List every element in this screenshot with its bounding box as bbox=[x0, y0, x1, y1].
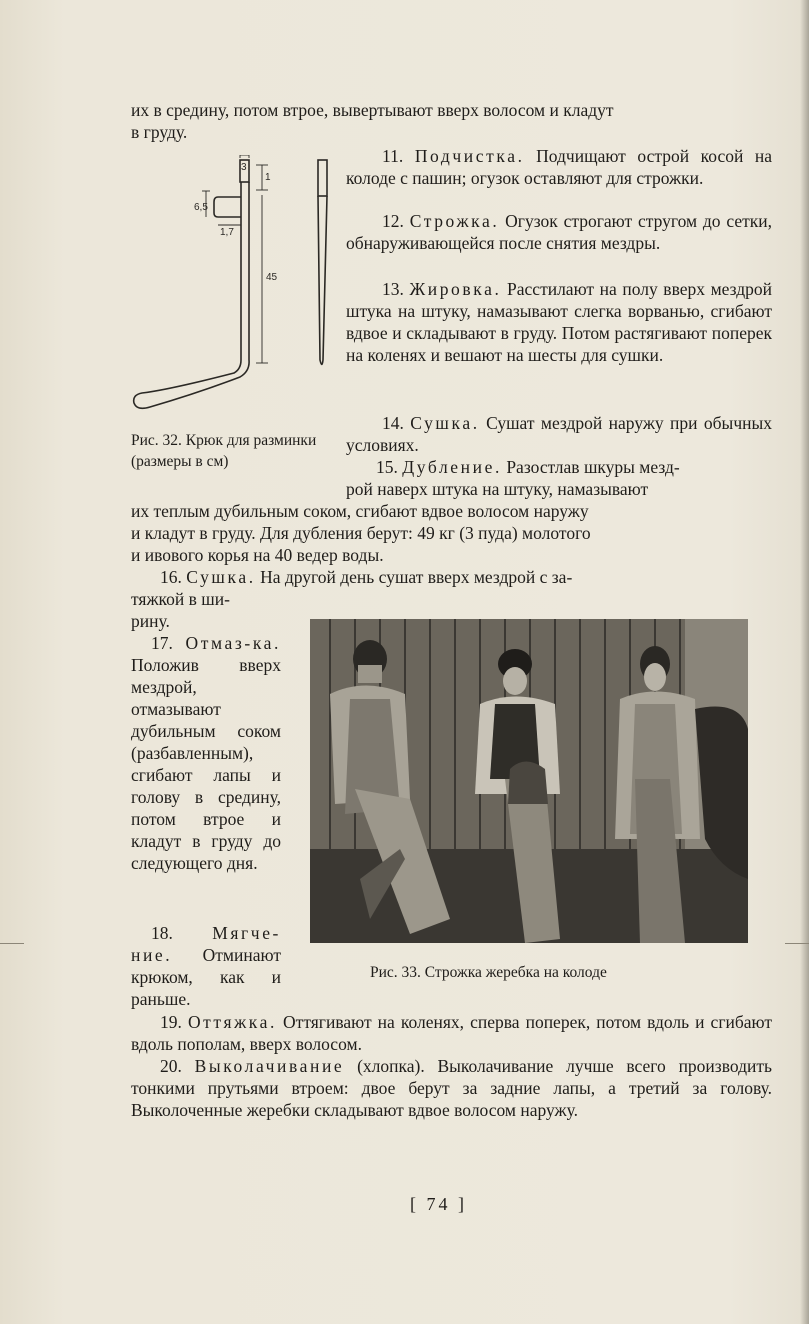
item-15-line-1: Разостлав шкуры мезд- bbox=[506, 457, 680, 477]
item-15-line-3: их теплым дубильным соком, сгибают вдвое волосом наружу bbox=[131, 501, 589, 521]
item-12-paragraph bbox=[346, 210, 772, 254]
intro-line-1: их в средину, потом втрое, вывертывают вверх волосом и кладут bbox=[131, 100, 614, 120]
item-18-number: 18. bbox=[151, 923, 173, 943]
item-11-text: Подчищают острой косой на колоде с пашин; огузок оставляют для строжки. bbox=[346, 146, 773, 188]
item-16-term: Сушка. bbox=[186, 567, 256, 587]
item-19-paragraph bbox=[131, 1011, 772, 1055]
item-15-line-4: и кладут в груду. Для дубления берут: 49 кг (3 пуда) молотого bbox=[131, 523, 591, 543]
item-17-number: 17. bbox=[151, 633, 173, 653]
item-15-paragraph bbox=[131, 456, 772, 566]
item-20-term: Выколачивание bbox=[194, 1056, 345, 1076]
item-20-text: (хлопка). Выколачивание лучше всего производить тонкими прутьями втроем: двое берут за задние лапы, а третий за голову. Выколоченные жеребки складывают вдвое волосом наружу. bbox=[131, 1056, 772, 1120]
item-12-text: Огузок строгают стругом до сетки, обнаруживающейся после снятия мездры. bbox=[346, 211, 772, 253]
item-11-paragraph bbox=[346, 145, 772, 189]
item-16-number: 16. bbox=[160, 567, 182, 587]
item-13-number: 13. bbox=[382, 279, 404, 299]
dimension-label-arm-length: 1,7 bbox=[220, 227, 234, 238]
item-19-term: Оттяжка. bbox=[187, 1012, 277, 1032]
item-16-line-2: тяжкой в ши- bbox=[131, 589, 230, 609]
workshop-photo-figure bbox=[310, 619, 748, 943]
dimension-label-top: 1 bbox=[265, 172, 271, 183]
item-12-number: 12. bbox=[382, 211, 404, 231]
hook-drawing-figure bbox=[128, 155, 343, 420]
item-16-line-3: рину. bbox=[131, 611, 170, 631]
item-14-number: 14. bbox=[382, 413, 404, 433]
item-11-number: 11. bbox=[382, 146, 404, 166]
item-17-paragraph bbox=[131, 632, 281, 874]
dimension-label-length: 45 bbox=[266, 272, 278, 283]
item-15-number: 15. bbox=[376, 457, 398, 477]
item-15-term: Дубление. bbox=[402, 457, 502, 477]
item-20-paragraph bbox=[131, 1055, 772, 1121]
item-20-number: 20. bbox=[160, 1056, 182, 1076]
item-17-text: Положив вверх мездрой, отмазывают дубильным соком (разбавленным), сгибают лапы и голову в средину, потом втрое и кладут в груду до следующего дня. bbox=[131, 655, 281, 873]
item-12-term: Строжка. bbox=[409, 211, 500, 231]
item-13-text: Расстилают на полу вверх мездрой штука на штуку, намазывают слегка ворванью, сгибают вдвое и складывают в груду. Потом растягивают поперек на коленях и вешают на шесты для сушки. bbox=[346, 279, 772, 365]
intro-line-2: в груду. bbox=[131, 122, 188, 142]
dimension-label-arm-height: 6,5 bbox=[194, 202, 208, 213]
item-17-term: Отмаз-ка. bbox=[185, 633, 281, 653]
trim-mark-right bbox=[785, 943, 809, 944]
item-19-text: Оттягивают на коленях, сперва поперек, потом вдоль и сгибают вдоль пополам, вверх волосом. bbox=[131, 1012, 773, 1054]
item-14-term: Сушка. bbox=[410, 413, 480, 433]
item-18-text: Отминают крюком, как и раньше. bbox=[131, 945, 281, 1009]
figure-32-caption: Рис. 32. Крюк для разминки (размеры в см) bbox=[131, 432, 317, 470]
item-16-line-1: На другой день сушат вверх мездрой с за- bbox=[260, 567, 573, 587]
page-number: [ 74 ] bbox=[410, 1194, 467, 1214]
item-11-term: Подчистка. bbox=[414, 146, 525, 166]
item-15-line-5: и ивового корья на 40 ведер воды. bbox=[131, 545, 384, 565]
item-18-term: Мягче-ние. bbox=[131, 923, 281, 965]
item-18-paragraph bbox=[131, 922, 281, 1010]
trim-mark-left bbox=[0, 943, 24, 944]
item-13-paragraph bbox=[346, 278, 772, 366]
item-15-line-2: рой наверх штука на штуку, намазывают bbox=[346, 479, 649, 499]
item-19-number: 19. bbox=[160, 1012, 182, 1032]
page-edge-shadow bbox=[800, 0, 809, 1324]
dimension-label-width: 3 bbox=[241, 162, 247, 173]
item-14-paragraph bbox=[346, 412, 772, 456]
item-13-term: Жировка. bbox=[409, 279, 502, 299]
figure-33-caption: Рис. 33. Строжка жеребка на колоде bbox=[370, 964, 607, 981]
item-14-text: Сушат мездрой наружу при обычных условиях. bbox=[346, 413, 772, 455]
intro-paragraph bbox=[131, 99, 772, 143]
